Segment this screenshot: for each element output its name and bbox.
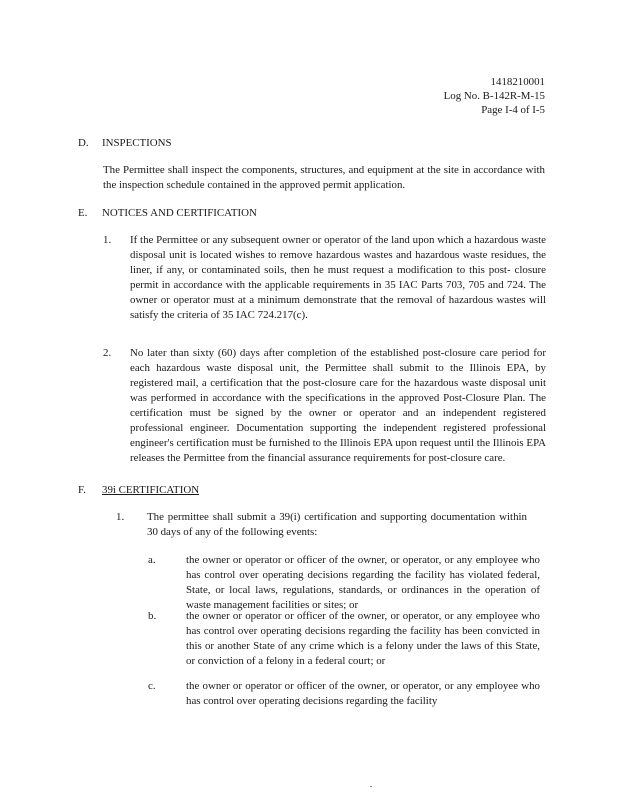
- item-text: No later than sixty (60) days after completion of the established post-closure care period for each hazardous waste disposal unit, the Permittee shall submit to the Illinois EPA, by registered mail, a certification that the post-closure care for the hazardous waste disposal unit was performed in accordance with the specifications in the approved Post-Closure Plan. The certification must be signed by the owner or operator and an independent registered professional engineer. Documentation supporting the independent registered professional engineer's certification must be furnished to the Illinois EPA upon request until the Illinois EPA releases the Permittee from the financial assurance requirements for post-closure care.: [130, 347, 546, 464]
- scan-speck: [370, 786, 372, 787]
- section-f-title: 39i CERTIFICATION: [102, 484, 200, 496]
- page-number: Page I-4 of I-5: [481, 104, 545, 117]
- subitem-text: the owner or operator or officer of the owner, or operator, or any employee who has control over operating decisions regarding the facility: [186, 680, 540, 707]
- subitem-text: the owner or operator or officer of the owner, or operator, or any employee who has control over operating decisions regarding the facility has violated federal, State, or local laws, regulations, standards, or ordinances in the operation of waste management facilities or sites; or: [186, 554, 540, 611]
- document-number: 1418210001: [490, 76, 545, 88]
- item-number: 1.: [103, 234, 112, 246]
- section-d-body: The Permittee shall inspect the components, structures, and equipment at the site in accordance with the inspection schedule contained in the approved permit application.: [103, 164, 545, 191]
- section-f-letter: F.: [78, 484, 86, 496]
- item-number: 2.: [103, 347, 112, 359]
- item-text: The permittee shall submit a 39(i) certification and supporting documentation within 30 days of any of the following events:: [147, 511, 527, 538]
- section-d-letter: D.: [78, 137, 89, 149]
- item-number: 1.: [116, 511, 125, 523]
- section-e-letter: E.: [78, 207, 88, 219]
- item-text: If the Permittee or any subsequent owner or operator of the land upon which a hazardous waste disposal unit is located wishes to remove hazardous wastes and hazardous waste residues, the liner, if any, or contaminated soils, then he must request a modification to this post- closure permit in accordance with the applicable requirements in 35 IAC Parts 703, 705 and 724. The owner or operator must at a minimum demonstrate that the removal of hazardous wastes will satisfy the criteria of 35 IAC 724.217(c).: [130, 234, 546, 321]
- page-header: [444, 75, 545, 118]
- section-e-title: NOTICES AND CERTIFICATION: [102, 207, 257, 219]
- subitem-letter: a.: [148, 554, 156, 566]
- subitem-letter: c.: [148, 680, 156, 692]
- section-d-title: INSPECTIONS: [102, 137, 172, 149]
- subitem-letter: b.: [148, 610, 157, 622]
- subitem-text: the owner or operator or officer of the owner, or operator, or any employee who has control over operating decisions regarding the facility has been convicted in this or another State of any crime which is a felony under the laws of this State, or conviction of a felony in a federal court; or: [186, 610, 540, 667]
- log-number: Log No. B-142R-M-15: [443, 90, 545, 103]
